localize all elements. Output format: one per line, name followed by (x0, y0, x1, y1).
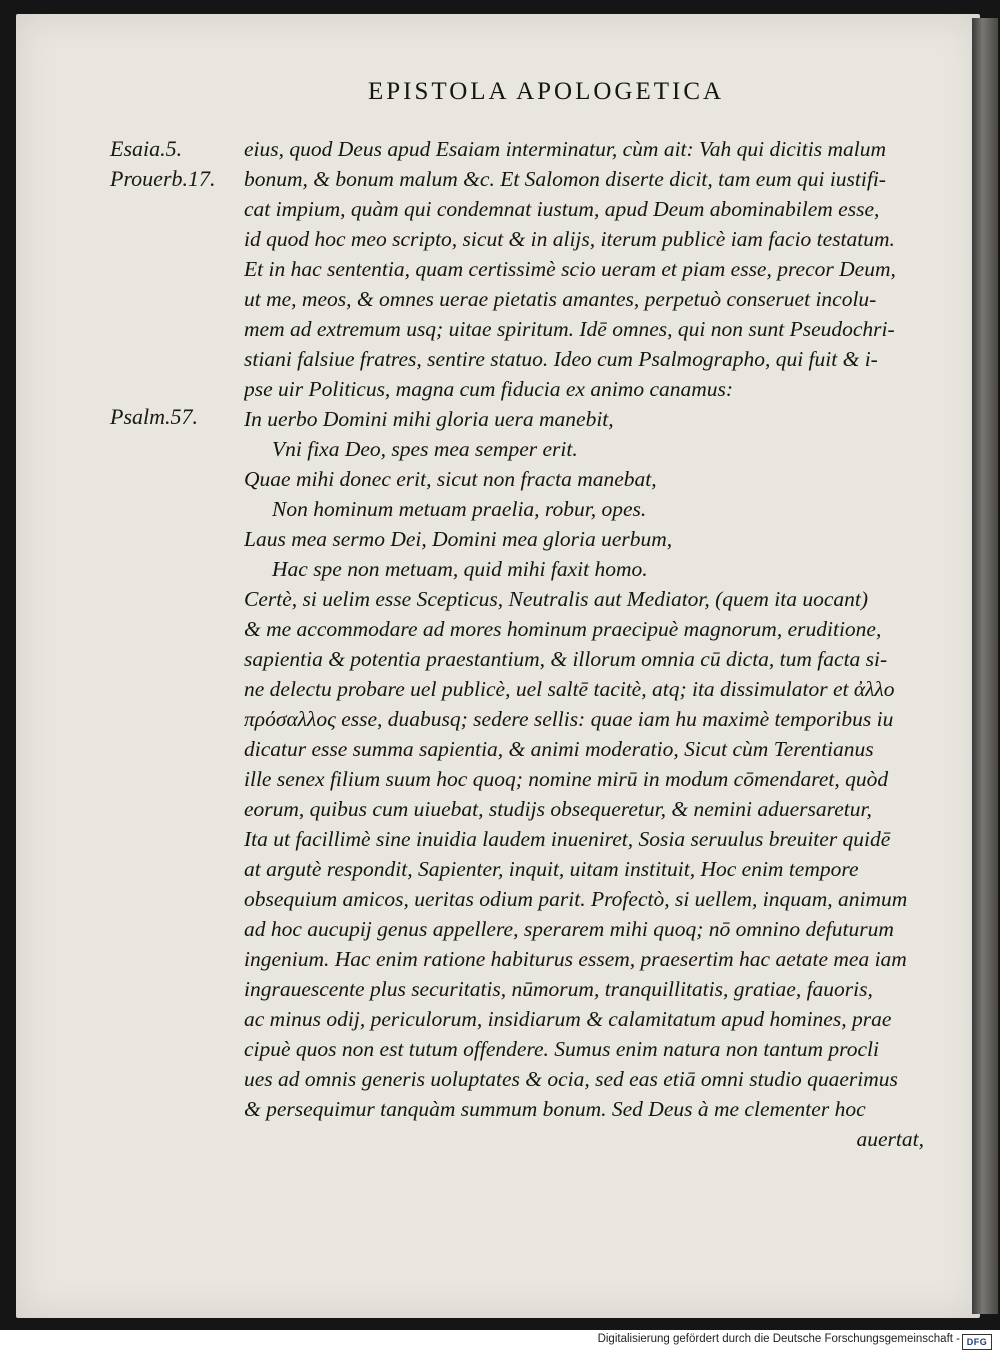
text-line: ad hoc aucupij genus appellere, sperarem mihi quoq; nō omnino defuturum (244, 917, 894, 941)
text-line: stiani falsiue fratres, sentire statuo. Ideo cum Psalmographo, qui fuit & i- (244, 347, 878, 371)
funding-credit: Digitalisierung gefördert durch die Deutsche Forschungsgemeinschaft - (597, 1333, 960, 1345)
text-line: Ita ut facillimè sine inuidia laudem inueniret, Sosia seruulus breuiter quidē (244, 827, 891, 851)
book-binding-edge (972, 18, 998, 1314)
verse-line: Quae mihi donec erit, sicut non fracta manebat, (244, 467, 657, 491)
text-line: cat impium, quàm qui condemnat iustum, apud Deum abominabilem esse, (244, 197, 880, 221)
text-line: id quod hoc meo scripto, sicut & in alijs, iterum publicè iam facio testatum. (244, 227, 895, 251)
verse-line: In uerbo Domini mihi gloria uera manebit, (244, 407, 614, 431)
text-line: & me accommodare ad mores hominum praecipuè magnorum, eruditione, (244, 617, 882, 641)
verse-line: Laus mea sermo Dei, Domini mea gloria uerbum, (244, 527, 673, 551)
text-line: πρόσαλλος esse, duabusq; sedere sellis: quae iam hu maximè temporibus iu (244, 707, 894, 731)
text-line: eius, quod Deus apud Esaiam interminatur, cùm ait: Vah qui dicitis malum (244, 137, 886, 161)
margin-note-prouerb: Prouerb.17. (110, 166, 216, 191)
text-line: dicatur esse summa sapientia, & animi moderatio, Sicut cùm Terentianus (244, 737, 874, 761)
page-body-text (244, 134, 924, 1154)
text-line: bonum, & bonum malum &c. Et Salomon diserte dicit, tam eum qui iustifi- (244, 167, 886, 191)
text-line: ne delectu probare uel publicè, uel saltē tacitè, atq; ita dissimulator et ἀλλο (244, 677, 895, 701)
text-line: sapientia & potentia praestantium, & illorum omnia cū dicta, tum facta si- (244, 647, 888, 671)
text-line: ingrauescente plus securitatis, nūmorum, tranquillitatis, gratiae, fauoris, (244, 977, 873, 1001)
text-line: ues ad omnis generis uoluptates & ocia, sed eas etiā omni studio quaerimus (244, 1067, 898, 1091)
text-line: ille senex filium suum hoc quoq; nomine mirū in modum cōmendaret, quòd (244, 767, 889, 791)
text-line: cipuè quos non est tutum offendere. Sumus enim natura non tantum procli (244, 1037, 879, 1061)
verse-line: Vni fixa Deo, spes mea semper erit. (272, 437, 578, 461)
catchword: auertat, (856, 1127, 924, 1151)
text-line: eorum, quibus cum uiuebat, studijs obsequeretur, & nemini aduersaretur, (244, 797, 872, 821)
verse-line: Non hominum metuam praelia, robur, opes. (272, 497, 647, 521)
margin-note-psalm: Psalm.57. (110, 404, 198, 429)
text-line: pse uir Politicus, magna cum fiducia ex animo canamus: (244, 377, 734, 401)
verse-line: Hac spe non metuam, quid mihi faxit homo. (272, 557, 648, 581)
text-line: ac minus odij, periculorum, insidiarum & calamitatum apud homines, prae (244, 1007, 892, 1031)
text-line: & persequimur tanquàm summum bonum. Sed Deus à me clementer hoc (244, 1097, 866, 1121)
running-head: EPISTOLA APOLOGETICA (368, 78, 725, 105)
text-line: Certè, si uelim esse Scepticus, Neutralis aut Mediator, (quem ita uocant) (244, 587, 869, 611)
text-line: at argutè respondit, Sapienter, inquit, uitam instituit, Hoc enim tempore (244, 857, 859, 881)
footer-strip (0, 1330, 1000, 1354)
text-line: ut me, meos, & omnes uerae pietatis amantes, perpetuò conseruet incolu- (244, 287, 877, 311)
margin-note-esaia: Esaia.5. (110, 136, 183, 161)
text-line: ingenium. Hac enim ratione habiturus essem, praesertim hac aetate mea iam (244, 947, 907, 971)
text-line: Et in hac sententia, quam certissimè scio ueram et piam esse, precor Deum, (244, 257, 896, 281)
text-line: mem ad extremum usq; uitae spiritum. Idē omnes, qui non sunt Pseudochri- (244, 317, 895, 341)
dfg-logo-icon: DFG (962, 1334, 992, 1350)
text-line: obsequium amicos, ueritas odium parit. Profectò, si uellem, inquam, animum (244, 887, 908, 911)
